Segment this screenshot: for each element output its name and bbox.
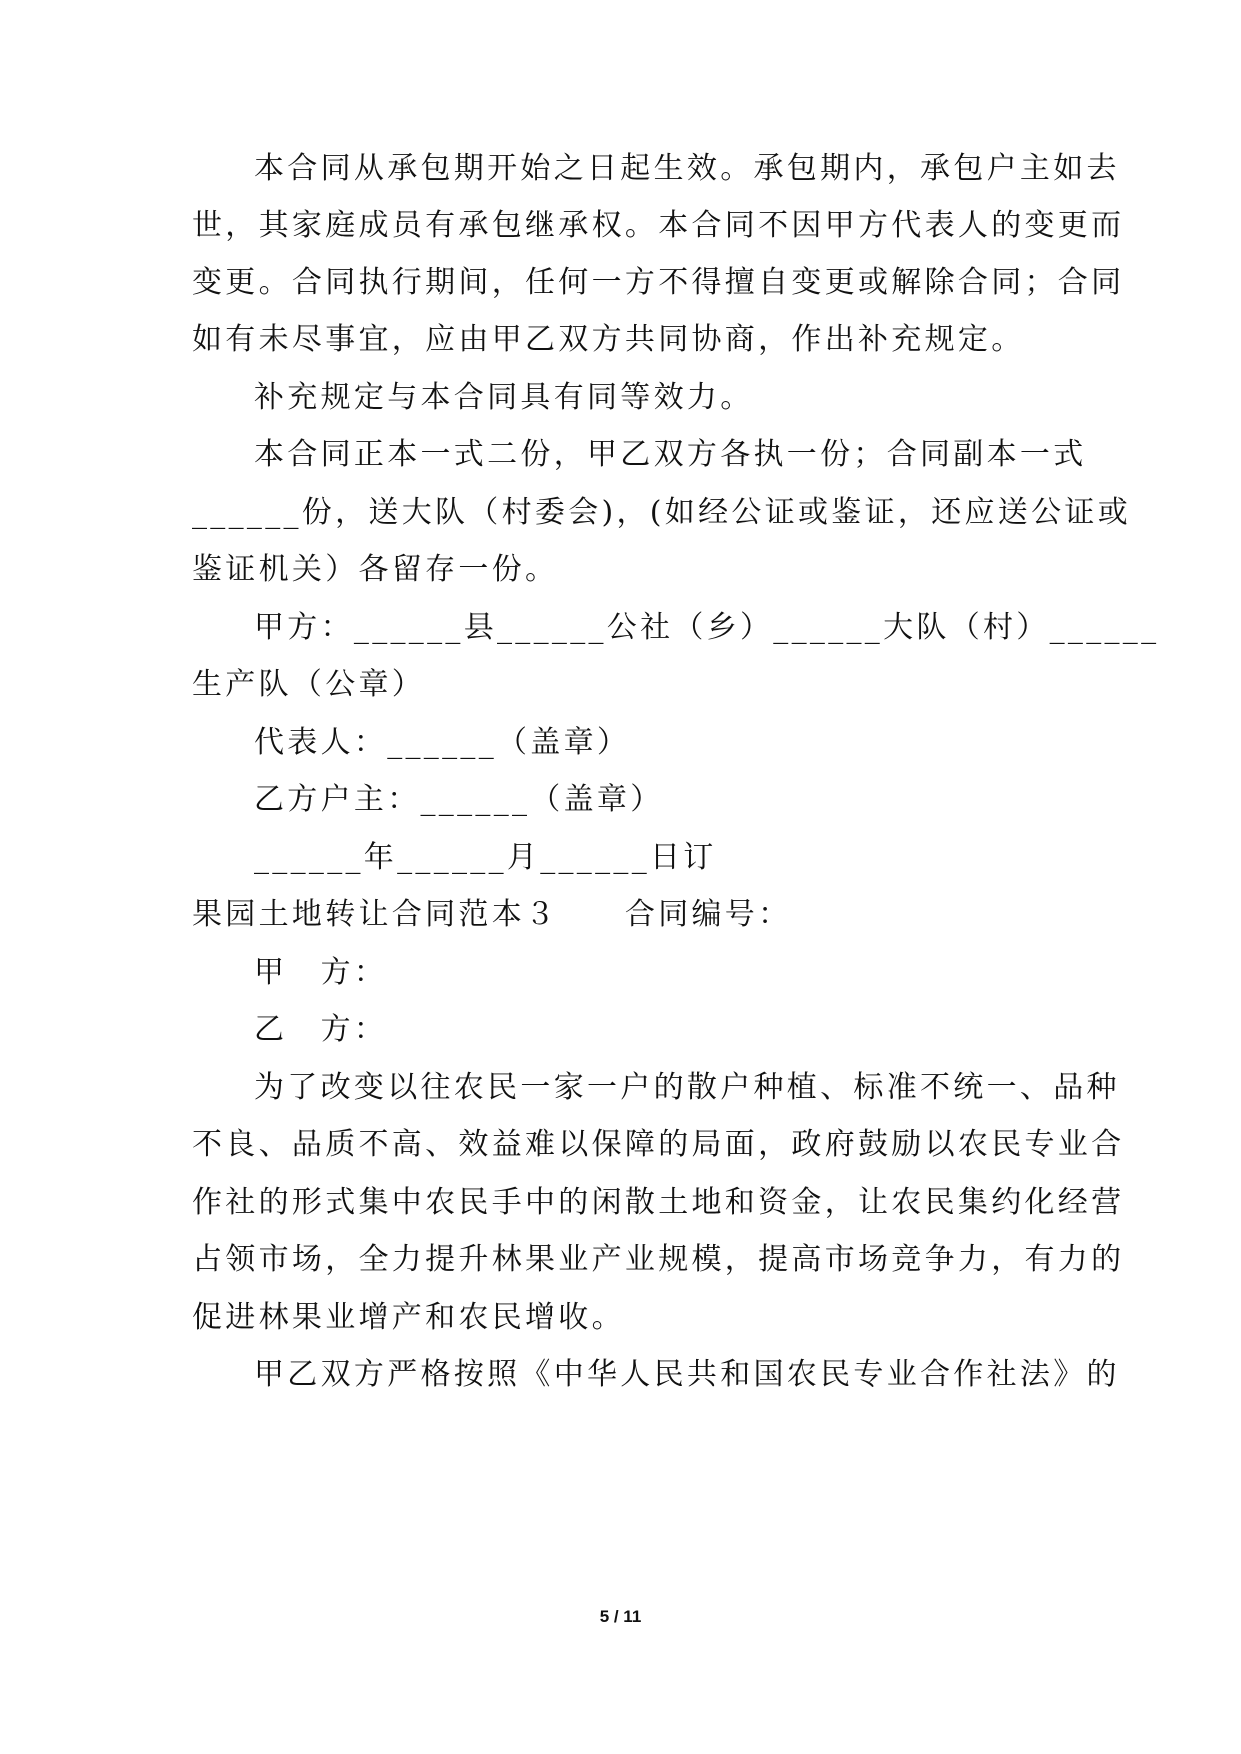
paragraph-line: 世，其家庭成员有承包继承权。本合同不因甲方代表人的变更而 [192,208,1125,243]
paragraph-line: 本合同正本一式二份，甲乙双方各执一份；合同副本一式 [254,437,1087,472]
representative-line: 代表人：______（盖章） [254,725,631,760]
page-number: 5 / 11 [599,1607,642,1626]
party-b-label: 乙 方： [254,1012,388,1047]
paragraph-line: 甲乙双方严格按照《中华人民共和国农民专业合作社法》的 [254,1357,1120,1392]
paragraph-line: 变更。合同执行期间，任何一方不得擅自变更或解除合同；合同 [192,265,1125,300]
paragraph-line: ______份，送大队（村委会)，(如经公证或鉴证，还应送公证或 [192,495,1132,530]
paragraph-line: 不良、品质不高、效益难以保障的局面，政府鼓励以农民专业合 [192,1127,1125,1162]
paragraph-line: 如有未尽事宜，应由甲乙双方共同协商，作出补充规定。 [192,322,1025,357]
paragraph-line: 本合同从承包期开始之日起生效。承包期内，承包户主如去 [254,151,1120,186]
paragraph-line: 促进林果业增产和农民增收。 [192,1300,625,1335]
date-line: ______年______月______日订 [254,840,717,875]
party-b-household-line: 乙方户主：______（盖章） [254,782,664,817]
party-a-label: 甲 方： [254,955,388,990]
signature-party-a-line: 甲方：______县______公社（乡）______大队（村）______ [254,610,1160,645]
paragraph-line: 补充规定与本合同具有同等效力。 [254,380,754,415]
paragraph-line: 占领市场，全力提升林果业产业规模，提高市场竞争力，有力的 [192,1242,1125,1277]
signature-party-a-line: 生产队（公章） [192,667,426,702]
paragraph-line: 作社的形式集中农民手中的闲散土地和资金，让农民集约化经营 [192,1185,1125,1220]
section-title: 果园土地转让合同范本３ 合同编号： [192,897,792,932]
paragraph-line: 为了改变以往农民一家一户的散户种植、标准不统一、品种 [254,1070,1120,1105]
paragraph-line: 鉴证机关）各留存一份。 [192,552,559,587]
